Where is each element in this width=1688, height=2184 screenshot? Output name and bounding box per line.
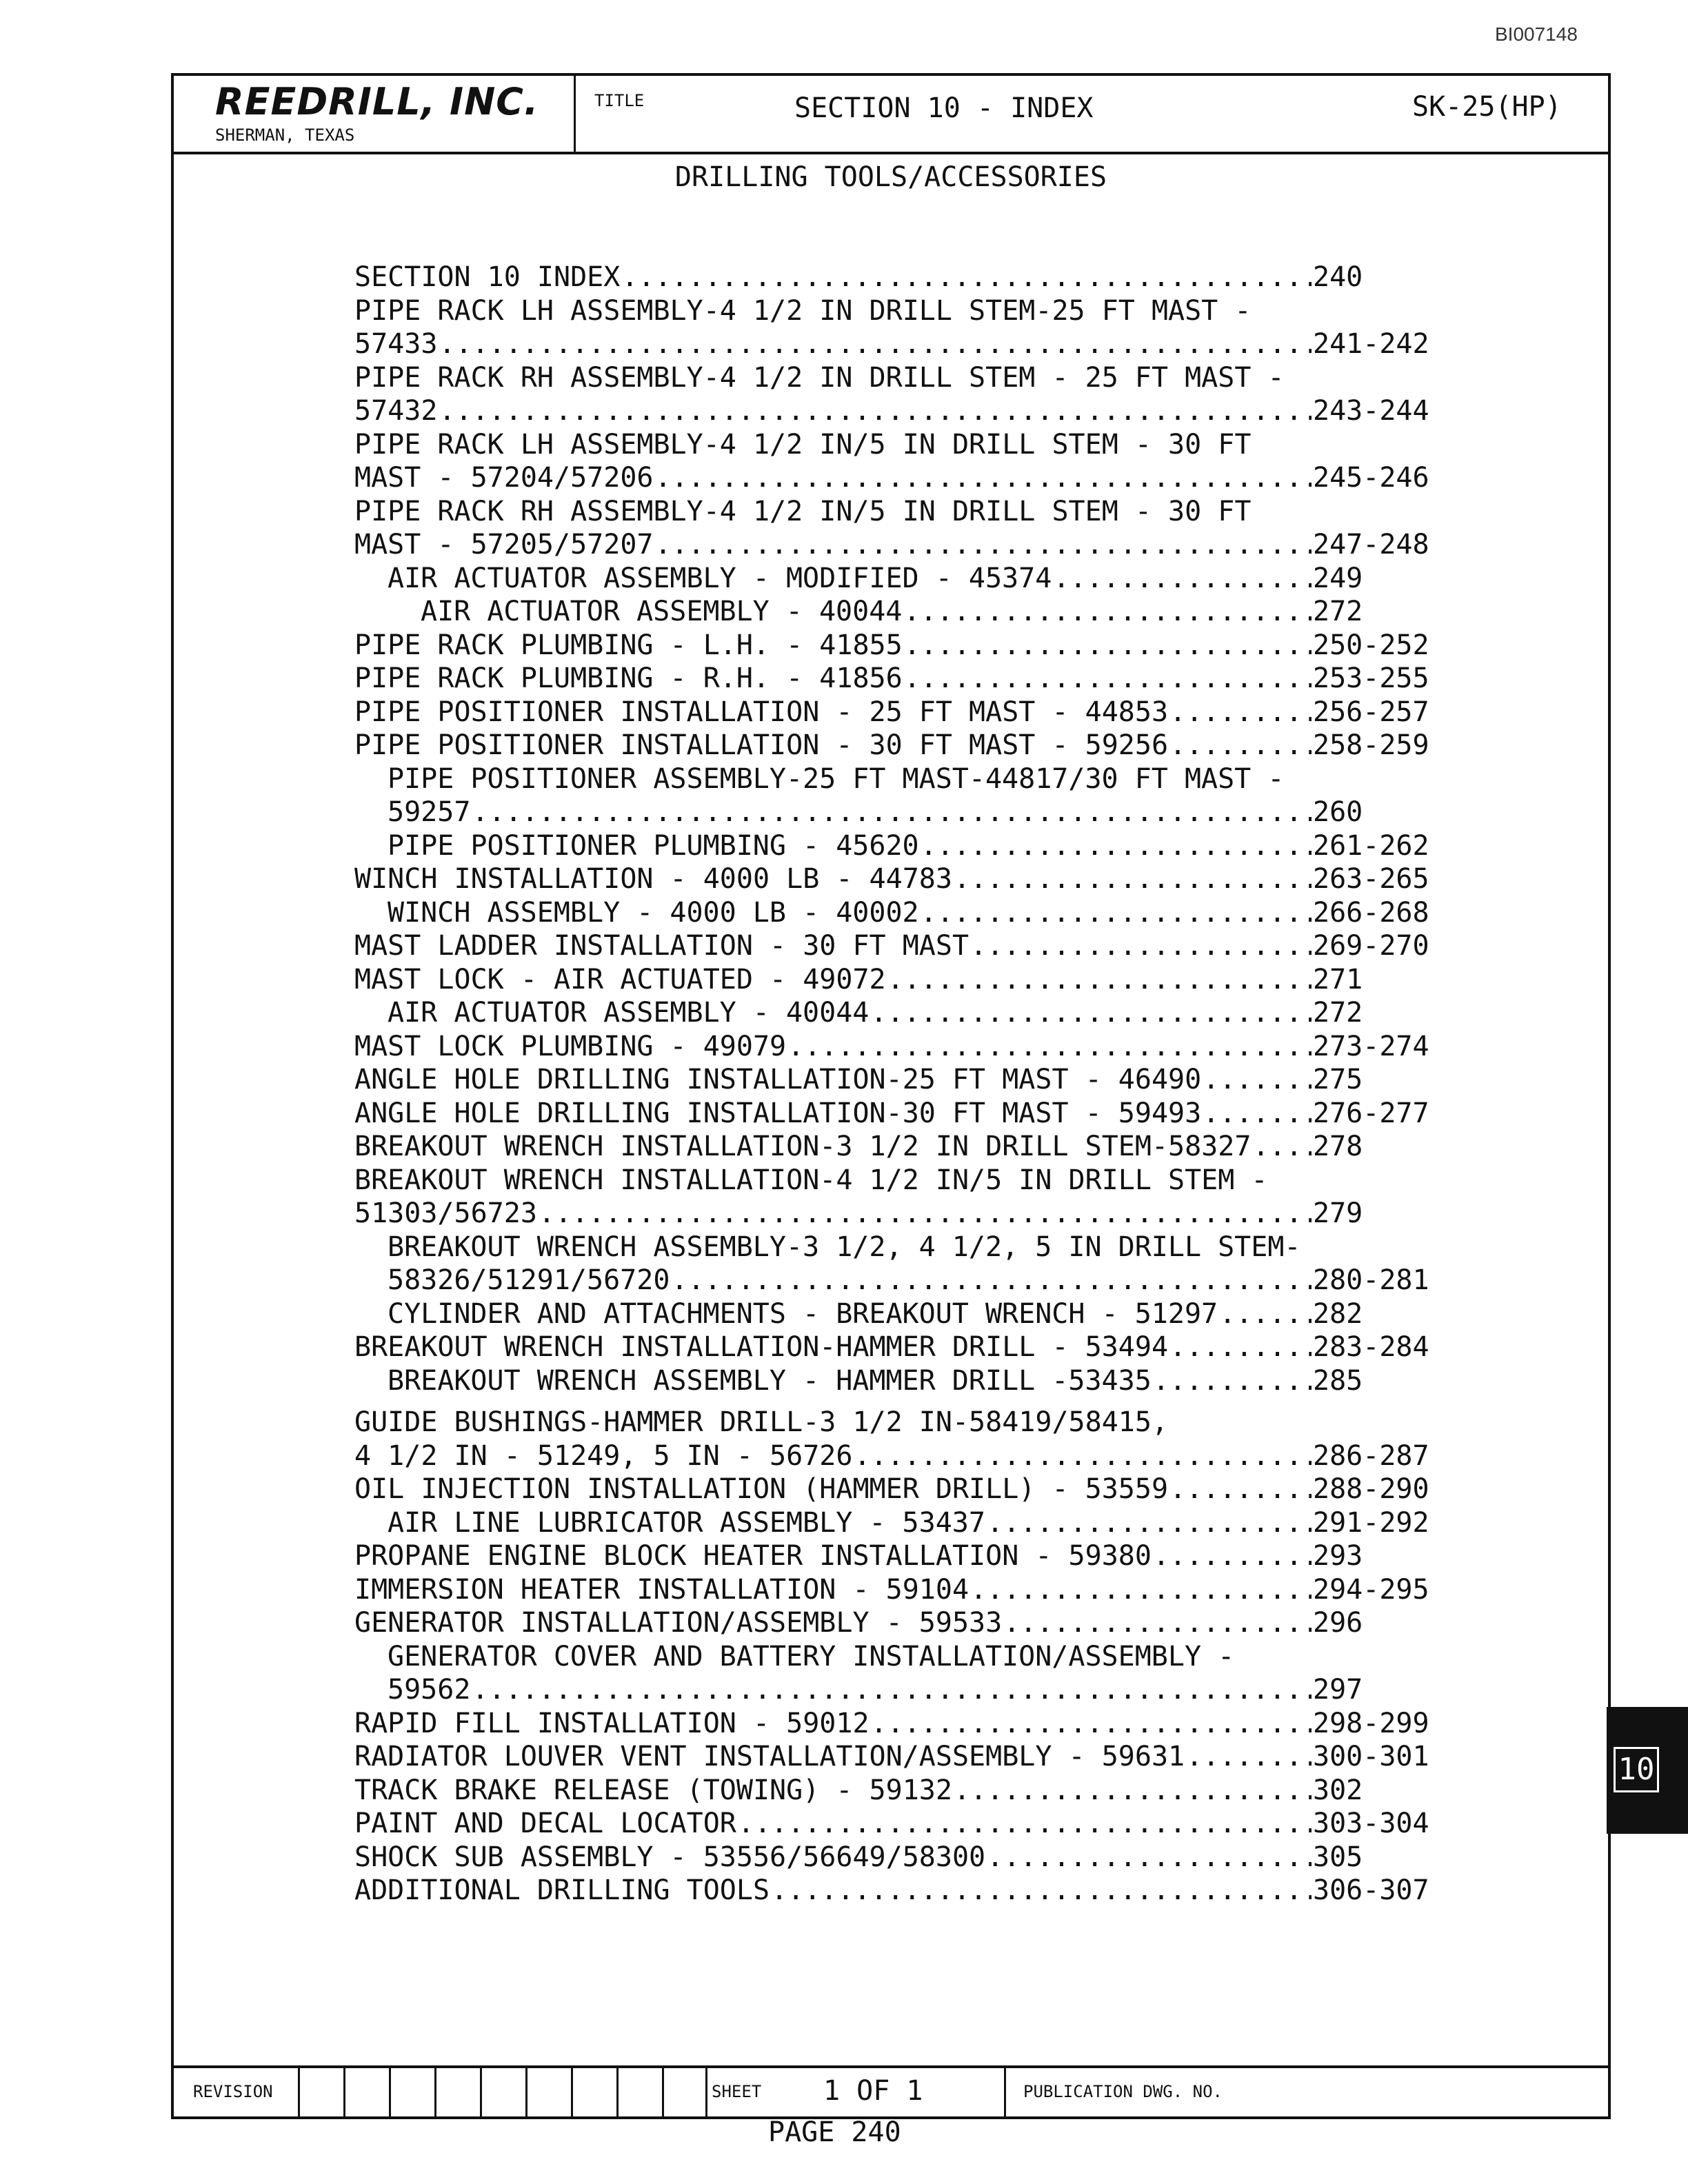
index-entry-title: RAPID FILL INSTALLATION - 59012 <box>354 1707 870 1739</box>
index-entry-title: PIPE POSITIONER PLUMBING - 45620 <box>388 829 919 862</box>
index-entry <box>354 562 1430 596</box>
index-entry <box>354 1264 1430 1297</box>
page-number: PAGE 240 <box>768 2116 901 2148</box>
index-entry <box>354 1331 1430 1364</box>
index-entry-title: 59257 <box>388 796 471 828</box>
dot-leader <box>1169 1331 1312 1364</box>
index-entry-title: IMMERSION HEATER INSTALLATION - 59104 <box>354 1573 969 1606</box>
index-entry <box>354 1097 1430 1131</box>
index-entry-title: PIPE RACK PLUMBING - R.H. - 41856 <box>354 663 903 694</box>
index-entry <box>354 1063 1430 1097</box>
document-title: SECTION 10 - INDEX <box>794 92 1094 124</box>
dot-leader <box>1186 1740 1312 1774</box>
index-entry-title: CYLINDER AND ATTACHMENTS - BREAKOUT WRENCH - 51297 <box>388 1297 1218 1330</box>
index-entry-title: PIPE RACK LH ASSEMBLY-4 1/2 IN DRILL STEM-25 FT MAST - <box>354 294 1252 327</box>
index-entry-title: PROPANE ENGINE BLOCK HEATER INSTALLATION - 59380 <box>354 1540 1152 1572</box>
index-entry-page: 275 <box>1313 1064 1363 1095</box>
index-entry-page: 241-242 <box>1313 328 1429 360</box>
index-entry <box>354 1606 1430 1640</box>
index-entry-page: 269-270 <box>1313 930 1429 962</box>
dot-leader <box>1169 696 1312 729</box>
dot-leader <box>921 829 1312 863</box>
index-entry-page: 247-248 <box>1313 529 1429 560</box>
index-entry <box>354 1807 1430 1841</box>
index-entry-title: MAST - 57205/57207 <box>354 529 654 560</box>
index-entry-page: 300-301 <box>1313 1741 1429 1772</box>
sheet-label: SHEET <box>712 2082 762 2101</box>
sheet-number: 1 OF 1 <box>823 2075 923 2107</box>
dot-leader <box>1203 1097 1312 1131</box>
dot-leader <box>887 963 1312 997</box>
index-entry-page: 245-246 <box>1313 462 1429 494</box>
index-entry-page: 273-274 <box>1313 1030 1429 1062</box>
index-entry-page: 272 <box>1313 997 1363 1029</box>
dot-leader <box>871 1707 1312 1741</box>
dot-leader <box>1203 1063 1312 1097</box>
dot-leader <box>1219 1297 1312 1331</box>
index-entry-page: 279 <box>1313 1197 1363 1229</box>
index-entry-title: PAINT AND DECAL LOCATOR <box>354 1808 736 1839</box>
revision-cell <box>571 2068 616 2116</box>
dot-leader <box>439 394 1312 428</box>
index-entry-page: 286-287 <box>1313 1439 1429 1472</box>
index-entry-page: 263-265 <box>1313 863 1429 895</box>
index-entry <box>354 394 1430 428</box>
dot-leader <box>1252 1130 1312 1164</box>
index-entry-page: 250-252 <box>1313 629 1429 661</box>
publication-dwg-label: PUBLICATION DWG. NO. <box>1023 2082 1223 2101</box>
index-entry-title: BREAKOUT WRENCH INSTALLATION-4 1/2 IN/5 IN DRILL STEM - <box>354 1164 1268 1196</box>
index-entry-title: AIR ACTUATOR ASSEMBLY - MODIFIED - 45374 <box>388 562 1052 594</box>
dot-leader <box>987 1506 1312 1540</box>
dot-leader <box>970 1573 1312 1607</box>
index-entry-page: 280-281 <box>1313 1264 1429 1296</box>
footer-divider <box>1004 2068 1006 2116</box>
dot-leader <box>970 929 1312 963</box>
index-entry-title: 57432 <box>354 395 438 427</box>
index-entry-title: ANGLE HOLE DRILLING INSTALLATION-30 FT MAST - 59493 <box>354 1097 1202 1129</box>
dot-leader <box>1153 1539 1312 1573</box>
index-entry-title: SHOCK SUB ASSEMBLY - 53556/56649/58300 <box>354 1841 986 1873</box>
index-entry-page: 297 <box>1313 1674 1363 1706</box>
index-entry <box>354 1364 1430 1398</box>
index-entry <box>354 829 1430 863</box>
revision-label: REVISION <box>193 2082 273 2101</box>
index-entry <box>354 929 1430 963</box>
index-entry-title: MAST LOCK PLUMBING - 49079 <box>354 1030 787 1062</box>
index-entry-title: MAST - 57204/57206 <box>354 462 654 494</box>
revision-cell <box>480 2068 525 2116</box>
dot-leader <box>439 327 1312 361</box>
section-tab-number: 10 <box>1614 1747 1659 1792</box>
index-entry <box>354 696 1430 729</box>
dot-leader <box>903 595 1312 629</box>
index-entry <box>354 428 1430 462</box>
index-entry-title: TRACK BRAKE RELEASE (TOWING) - 59132 <box>354 1774 952 1806</box>
revision-cell <box>616 2068 662 2116</box>
revision-cell <box>434 2068 480 2116</box>
revision-cell <box>662 2068 707 2116</box>
index-entry-page: 256-257 <box>1313 696 1429 728</box>
index-entry-title: PIPE RACK RH ASSEMBLY-4 1/2 IN/5 IN DRILL STEM - 30 FT <box>354 495 1252 527</box>
revision-cell <box>298 2068 343 2116</box>
index-entry-title: PIPE RACK PLUMBING - L.H. - 41855 <box>354 629 903 661</box>
index-entry <box>354 294 1430 328</box>
index-entry <box>354 1673 1430 1707</box>
index-entry <box>354 1406 1430 1439</box>
index-entry-page: 302 <box>1313 1774 1363 1806</box>
index-entry <box>354 327 1430 361</box>
index-entry <box>354 729 1430 762</box>
index-entry-page: 258-259 <box>1313 729 1429 761</box>
index-entry-page: 260 <box>1313 796 1363 828</box>
index-entry <box>354 896 1430 930</box>
index-entry-title: MAST LADDER INSTALLATION - 30 FT MAST <box>354 930 969 962</box>
index-entry-page: 266-268 <box>1313 896 1429 929</box>
index-entry-title: BREAKOUT WRENCH ASSEMBLY-3 1/2, 4 1/2, 5 IN DRILL STEM- <box>388 1231 1301 1263</box>
index-entry-title: MAST LOCK - AIR ACTUATED - 49072 <box>354 963 886 995</box>
revision-cell <box>343 2068 389 2116</box>
index-entry-title: BREAKOUT WRENCH INSTALLATION-HAMMER DRILL - 53494 <box>354 1331 1169 1363</box>
index-entry-title: AIR ACTUATOR ASSEMBLY - 40044 <box>421 596 903 627</box>
index-entry <box>354 629 1430 663</box>
index-entry <box>354 495 1430 529</box>
index-entry <box>354 662 1430 696</box>
title-block <box>174 76 1608 154</box>
revision-block <box>174 2065 1608 2116</box>
dot-leader <box>539 1197 1312 1231</box>
index-entry-title: WINCH ASSEMBLY - 4000 LB - 40002 <box>388 896 919 929</box>
dot-leader <box>671 1264 1312 1297</box>
dot-leader <box>654 461 1312 495</box>
dot-leader <box>472 1673 1312 1707</box>
index-entry-title: PIPE POSITIONER ASSEMBLY-25 FT MAST-44817/30 FT MAST - <box>388 762 1285 795</box>
index-entry-page: 294-295 <box>1313 1573 1429 1606</box>
index-entry <box>354 1164 1430 1197</box>
dot-leader <box>1169 729 1312 762</box>
index-entry <box>354 1874 1430 1908</box>
index-entry <box>354 1774 1430 1808</box>
dot-leader <box>954 862 1312 896</box>
company-location: SHERMAN, TEXAS <box>215 125 355 145</box>
index-entry-title: SECTION 10 INDEX <box>354 261 621 293</box>
index-entry-page: 261-262 <box>1313 829 1429 862</box>
index-entry <box>354 1030 1430 1064</box>
dot-leader <box>1153 1364 1312 1398</box>
dot-leader <box>987 1841 1312 1874</box>
index-entry <box>354 1640 1430 1674</box>
dot-leader <box>854 1439 1312 1473</box>
index-entry-title: 57433 <box>354 328 438 360</box>
section-subtitle: DRILLING TOOLS/ACCESSORIES <box>674 161 1107 193</box>
index-entry-title: PIPE RACK RH ASSEMBLY-4 1/2 IN DRILL STEM - 25 FT MAST - <box>354 361 1285 394</box>
index-entry <box>354 1297 1430 1331</box>
drawing-frame <box>171 73 1611 2119</box>
dot-leader <box>1053 562 1312 596</box>
index-entry <box>354 1473 1430 1506</box>
model-code: SK-25(HP) <box>1412 91 1562 123</box>
index-entry <box>354 1130 1430 1164</box>
index-entry <box>354 996 1430 1030</box>
dot-leader <box>1003 1606 1312 1640</box>
dot-leader <box>904 629 1312 663</box>
dot-leader <box>954 1774 1312 1808</box>
index-entry <box>354 1707 1430 1741</box>
index-entry <box>354 762 1430 796</box>
index-entry-page: 285 <box>1313 1364 1363 1397</box>
index-entry-title: 4 1/2 IN - 51249, 5 IN - 56726 <box>354 1439 853 1472</box>
revision-cells <box>298 2068 707 2116</box>
index-entry-page: 288-290 <box>1313 1473 1429 1505</box>
index-entry <box>354 1231 1430 1264</box>
index-entry-page: 293 <box>1313 1540 1363 1572</box>
dot-leader <box>1169 1473 1312 1506</box>
company-name: REEDRILL, INC. <box>215 80 539 123</box>
index-entry <box>354 1740 1430 1774</box>
index-entry-title: GENERATOR INSTALLATION/ASSEMBLY - 59533 <box>354 1607 1003 1639</box>
index-entry-title: 58326/51291/56720 <box>388 1264 670 1296</box>
index-entry-page: 240 <box>1313 261 1363 293</box>
index-entry-page: 243-244 <box>1313 395 1429 427</box>
index-entry-page: 249 <box>1313 562 1363 594</box>
index-entry <box>354 862 1430 896</box>
revision-cell <box>389 2068 434 2116</box>
index-entry-page: 291-292 <box>1313 1506 1429 1539</box>
index-entry-page: 303-304 <box>1313 1808 1429 1839</box>
company-block <box>174 76 576 152</box>
index-entry <box>354 1439 1430 1473</box>
index-entry-title: ADDITIONAL DRILLING TOOLS <box>354 1874 770 1906</box>
index-entry-title: PIPE RACK LH ASSEMBLY-4 1/2 IN/5 IN DRILL STEM - 30 FT <box>354 428 1252 461</box>
dot-leader <box>738 1807 1312 1841</box>
index-entry <box>354 1506 1430 1540</box>
index-entry-page: 282 <box>1313 1297 1363 1330</box>
index-entry-page: 305 <box>1313 1841 1363 1873</box>
index-entry-title: WINCH INSTALLATION - 4000 LB - 44783 <box>354 863 952 895</box>
index-entry <box>354 963 1430 997</box>
index-entry-title: BREAKOUT WRENCH INSTALLATION-3 1/2 IN DRILL STEM-58327 <box>354 1131 1252 1162</box>
index-entry <box>354 1573 1430 1607</box>
dot-leader <box>771 1874 1312 1908</box>
index-entry-page: 283-284 <box>1313 1331 1429 1363</box>
index-entry-page: 278 <box>1313 1131 1363 1162</box>
index-entry <box>354 1539 1430 1573</box>
dot-leader <box>921 896 1312 930</box>
index-entry-page: 253-255 <box>1313 663 1429 694</box>
dot-leader <box>472 796 1312 829</box>
index-entry <box>354 261 1430 294</box>
index-entry-title: GENERATOR COVER AND BATTERY INSTALLATION/ASSEMBLY - <box>388 1640 1235 1672</box>
index-entry-title: 59562 <box>388 1674 471 1706</box>
index-entry-title: ANGLE HOLE DRILLING INSTALLATION-25 FT MAST - 46490 <box>354 1064 1202 1095</box>
index-entry-title: PIPE POSITIONER INSTALLATION - 25 FT MAST - 44853 <box>354 696 1169 728</box>
index-entry <box>354 461 1430 495</box>
index-entry <box>354 595 1430 629</box>
index-entry-title: PIPE POSITIONER INSTALLATION - 30 FT MAST - 59256 <box>354 729 1169 761</box>
index-entry-page: 296 <box>1313 1607 1363 1639</box>
index-entry-page: 298-299 <box>1313 1707 1429 1739</box>
index-list <box>354 261 1430 1908</box>
index-entry-page: 271 <box>1313 963 1363 995</box>
dot-leader <box>870 996 1312 1030</box>
index-entry-page: 276-277 <box>1313 1097 1429 1129</box>
index-entry-title: RADIATOR LOUVER VENT INSTALLATION/ASSEMBLY - 59631 <box>354 1741 1185 1772</box>
dot-leader <box>621 261 1312 294</box>
index-entry-title: OIL INJECTION INSTALLATION (HAMMER DRILL) - 53559 <box>354 1473 1169 1505</box>
index-entry-title: BREAKOUT WRENCH ASSEMBLY - HAMMER DRILL -53435 <box>388 1364 1152 1397</box>
revision-cell <box>525 2068 571 2116</box>
dot-leader <box>904 662 1312 696</box>
section-tab[interactable] <box>1607 1707 1688 1834</box>
dot-leader <box>787 1030 1312 1064</box>
index-entry-title: AIR ACTUATOR ASSEMBLY - 40044 <box>388 997 870 1029</box>
index-entry <box>354 361 1430 395</box>
index-entry <box>354 796 1430 829</box>
index-entry-page: 306-307 <box>1313 1874 1429 1906</box>
index-entry-title: GUIDE BUSHINGS-HAMMER DRILL-3 1/2 IN-58419/58415, <box>354 1406 1169 1438</box>
index-entry-title: AIR LINE LUBRICATOR ASSEMBLY - 53437 <box>388 1506 985 1539</box>
index-entry <box>354 528 1430 562</box>
index-entry <box>354 1197 1430 1231</box>
index-entry <box>354 1841 1430 1874</box>
dot-leader <box>654 528 1312 562</box>
title-label: TITLE <box>594 91 645 110</box>
index-entry-title: 51303/56723 <box>354 1197 537 1229</box>
document-id: BI007148 <box>1495 23 1578 45</box>
index-entry-page: 272 <box>1313 596 1363 627</box>
